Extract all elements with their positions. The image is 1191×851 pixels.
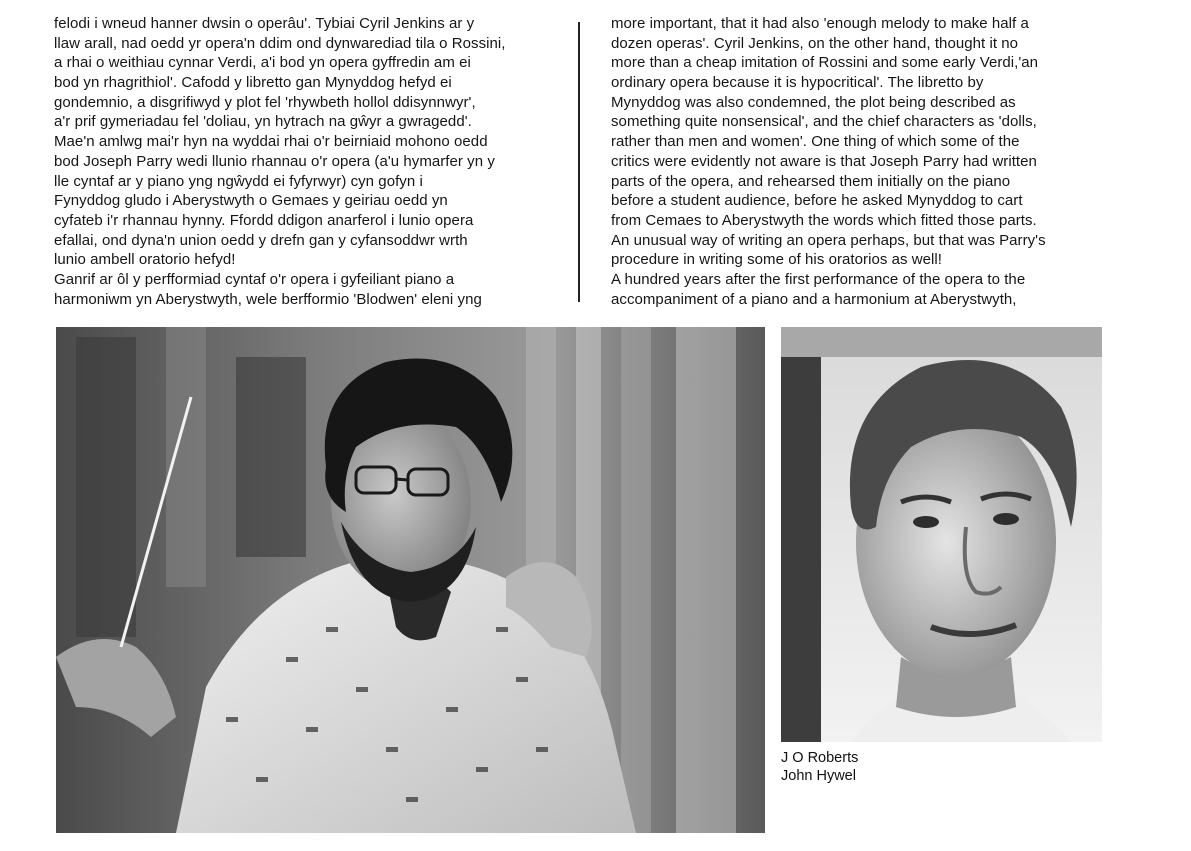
column-divider: [578, 22, 580, 302]
english-line: critics were evidently not aware is that Joseph Parry had written: [611, 152, 1037, 170]
caption-line: John Hywel: [781, 768, 856, 784]
welsh-line: lle cyntaf ar y piano yng ngŵydd ei fyfyrwyr) cyn gofyn i: [54, 172, 423, 190]
english-line: procedure in writing some of his oratorios as well!: [611, 251, 943, 269]
welsh-line: felodi i wneud hanner dwsin o operâu'. Tybiai Cyril Jenkins ar y: [54, 15, 475, 32]
english-line: something quite nonsensical', and the chief characters as 'dolls,: [611, 113, 1037, 131]
welsh-line: a rhai o weithiau cynnar Verdi, a'i bod yn opera gyffredin am ei: [54, 54, 471, 72]
english-line: A hundred years after the first performance of the opera to the: [611, 270, 1026, 288]
welsh-line: lunio ambell oratorio hefyd!: [54, 251, 236, 269]
english-text-column: [611, 14, 1171, 309]
portrait-photo: [781, 327, 1102, 742]
caption-line: J O Roberts: [781, 750, 859, 766]
welsh-line: bod Joseph Parry wedi llunio rhannau o'r opera (a'u hymarfer yn y: [54, 152, 495, 170]
welsh-line: Mae'n amlwg mai'r hyn na wyddai rhai o'r beirniaid mohono oedd: [54, 133, 488, 151]
english-line: more important, that it had also 'enough melody to make half a: [611, 15, 1029, 32]
english-line: more than a cheap imitation of Rossini and some early Verdi,'an: [611, 54, 1039, 72]
welsh-line: gondemnio, a disgrifiwyd y plot fel 'rhywbeth hollol ddisynnwyr',: [54, 93, 476, 111]
welsh-line: a'r prif gymeriadau fel 'doliau, yn hytrach na gŵyr a gwragedd'.: [54, 113, 472, 131]
welsh-line: harmoniwm yn Aberystwyth, wele berfformio 'Blodwen' eleni yng: [54, 290, 482, 308]
welsh-text-column: [54, 14, 564, 309]
english-line: Mynyddog was also condemned, the plot being described as: [611, 93, 1016, 111]
english-line: dozen operas'. Cyril Jenkins, on the other hand, thought it no: [611, 34, 1019, 52]
welsh-line: efallai, ond dyna'n union oedd y drefn gan y cyfansoddwr wrth: [54, 231, 468, 249]
english-line: rather than men and women'. One thing of which some of the: [611, 133, 1020, 151]
english-line: before a student audience, before he asked Mynyddog to cart: [611, 192, 1023, 210]
welsh-line: Fynyddog gludo i Aberystwyth o Gemaes y geiriau oedd yn: [54, 192, 448, 210]
welsh-line: Ganrif ar ôl y perfformiad cyntaf o'r opera i gyfeiliant piano a: [54, 270, 455, 288]
english-line: from Cemaes to Aberystwyth the words which fitted those parts.: [611, 211, 1037, 229]
english-line: parts of the opera, and rehearsed them initially on the piano: [611, 172, 1011, 190]
english-line: accompaniment of a piano and a harmonium at Aberystwyth,: [611, 290, 1017, 308]
welsh-line: bod yn rhagrithiol'. Cafodd y libretto gan Mynyddog hefyd ei: [54, 74, 452, 92]
welsh-line: cyfateb i'r rhannau hynny. Ffordd ddigon anarferol i lunio opera: [54, 211, 474, 229]
english-line: An unusual way of writing an opera perhaps, but that was Parry's: [611, 231, 1046, 249]
welsh-line: llaw arall, nad oedd yr opera'n ddim ond dynwarediad tila o Rossini,: [54, 34, 506, 52]
conductor-photo: [56, 327, 765, 833]
photo-caption: [781, 749, 858, 785]
english-line: ordinary opera because it is hypocritical'. The libretto by: [611, 74, 984, 92]
